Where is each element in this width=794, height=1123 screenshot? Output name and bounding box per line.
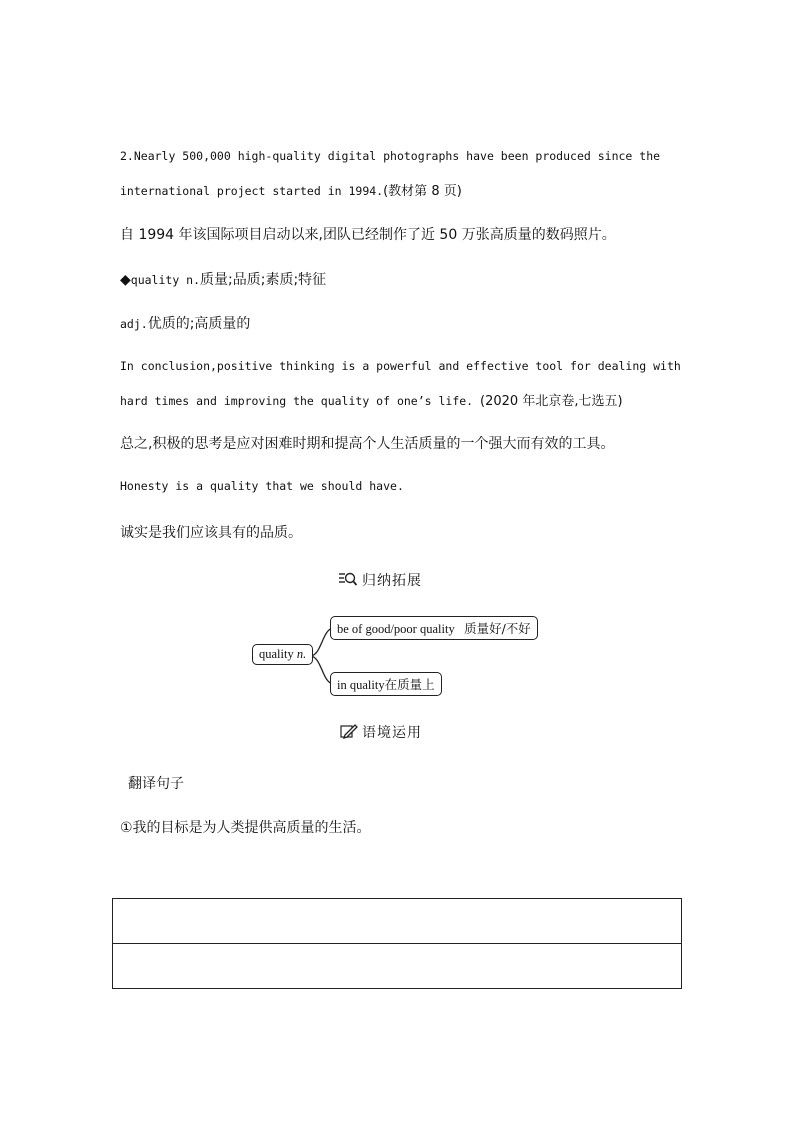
answer-line-2[interactable] bbox=[113, 943, 681, 988]
vocab-adj-meaning: 优质的;高质量的 bbox=[147, 316, 251, 332]
example-en-line1: 2.Nearly 500,000 high-quality digital photographs have been produced since the bbox=[120, 149, 661, 163]
answer-line-1[interactable] bbox=[113, 899, 681, 943]
mindmap-branch1-cn: 质量好/不好 bbox=[464, 621, 531, 636]
sentence2-cn: 诚实是我们应该具有的品质。 bbox=[120, 525, 302, 541]
vocab-bullet: ◆ bbox=[120, 272, 131, 288]
mindmap-root bbox=[252, 644, 313, 665]
mindmap-branch2-en: in quality bbox=[337, 678, 385, 692]
practice-heading bbox=[340, 722, 422, 742]
example-source: (教材第 8 页) bbox=[383, 184, 462, 199]
mindmap-root-word: quality bbox=[259, 647, 294, 661]
sentence1-cn: 总之,积极的思考是应对困难时期和提高个人生活质量的一个强大而有效的工具。 bbox=[120, 436, 615, 452]
pencil-icon bbox=[340, 723, 358, 739]
vocab-word: quality n. bbox=[130, 273, 201, 287]
mindmap-branch1-en: be of good/poor quality bbox=[337, 622, 455, 636]
mindmap-branch1 bbox=[330, 616, 538, 640]
mindmap-branch2-cn: 在质量上 bbox=[384, 677, 435, 692]
mindmap-root-pos: n. bbox=[296, 647, 307, 661]
practice-subtitle: 翻译句子 bbox=[128, 776, 184, 792]
sentence1-source: (2020 年北京卷,七选五) bbox=[480, 394, 623, 409]
sentence1-en-text: hard times and improving the quality of one’s life. bbox=[120, 394, 474, 408]
sentence2-en: Honesty is a quality that we should have. bbox=[120, 479, 404, 493]
vocab-noun-meaning: 质量;品质;素质;特征 bbox=[200, 272, 327, 288]
vocab-adj-pos: adj. bbox=[120, 317, 148, 331]
example-cn: 自 1994 年该国际项目启动以来,团队已经制作了近 50 万张高质量的数码照片。 bbox=[120, 227, 616, 243]
sentence1-en-line1: In conclusion,positive thinking is a powerful and effective tool for dealing with bbox=[120, 359, 681, 373]
mindmap-branch2 bbox=[330, 672, 442, 696]
practice-title: 语境运用 bbox=[362, 725, 422, 741]
example-en-text: international project started in 1994. bbox=[120, 184, 384, 198]
summary-title: 归纳拓展 bbox=[362, 573, 422, 589]
practice-question-1: ①我的目标是为人类提供高质量的生活。 bbox=[120, 820, 371, 836]
answer-box bbox=[112, 898, 682, 989]
